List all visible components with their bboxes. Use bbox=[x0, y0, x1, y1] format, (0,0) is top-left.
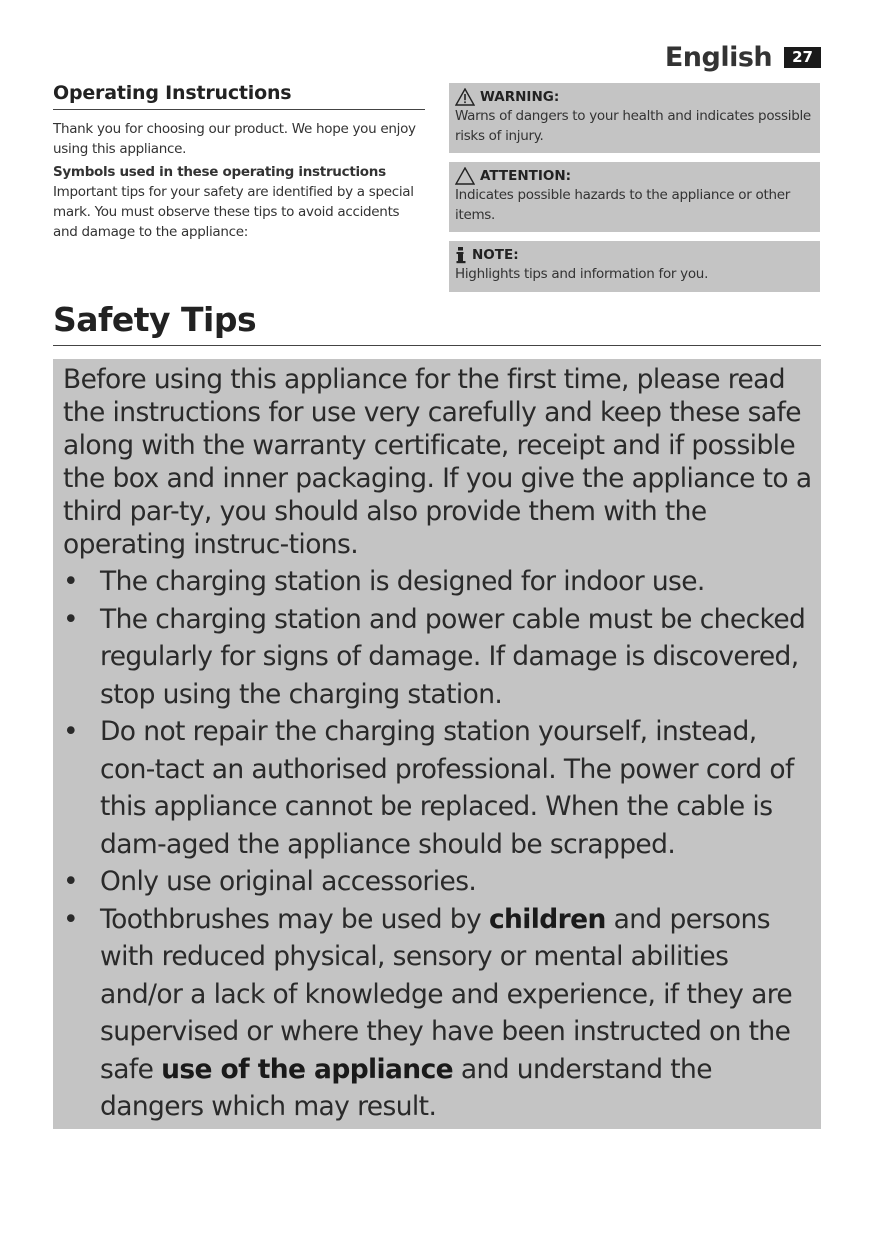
safety-tips-list bbox=[63, 563, 813, 1126]
bullet-icon: • bbox=[63, 566, 79, 597]
bullet-icon: • bbox=[63, 716, 79, 747]
symbols-heading: Symbols used in these operating instructions bbox=[53, 164, 386, 180]
symbols-text: Important tips for your safety are identified by a special mark. You must observe these tips to avoid accidents and damage to the appliance: bbox=[53, 184, 414, 240]
safety-tips-box bbox=[53, 359, 821, 1129]
language-label: English bbox=[664, 42, 773, 73]
attention-text: Indicates possible hazards to the appliance or other items. bbox=[455, 187, 790, 223]
warning-title: WARNING: bbox=[480, 89, 560, 105]
list-item: • Only use original accessories. bbox=[63, 863, 813, 901]
warning-notice bbox=[449, 83, 820, 153]
safety-intro-text: Before using this appliance for the first time, please read the instructions for use very carefully and keep these safe along with the warranty certificate, receipt and if possible the box and inner packaging. If you give the appliance to a third par-ty, you should also provide them with the operating instruc-tions. bbox=[63, 364, 812, 560]
note-title: NOTE: bbox=[472, 247, 519, 263]
warning-text: Warns of dangers to your health and indicates possible risks of injury. bbox=[455, 108, 811, 144]
attention-notice bbox=[449, 162, 820, 232]
info-icon bbox=[455, 246, 467, 264]
page-number: 27 bbox=[784, 47, 821, 68]
operating-intro-text: Thank you for choosing our product. We hope you enjoy using this appliance. bbox=[53, 121, 416, 157]
attention-title: ATTENTION: bbox=[480, 168, 572, 184]
operating-instructions-section bbox=[53, 82, 425, 242]
list-item: • Toothbrushes may be used by children and persons with reduced physical, sensory or mental abilities and/or a lack of knowledge and experience, if they are supervised or where they have been instructed on the safe use of the appliance and understand the dangers which may result. bbox=[63, 901, 813, 1126]
bullet-icon: • bbox=[63, 866, 79, 897]
operating-instructions-title: Operating Instructions bbox=[53, 82, 425, 110]
bold-children: children bbox=[488, 903, 606, 935]
note-text: Highlights tips and information for you. bbox=[455, 266, 709, 282]
caution-triangle-icon bbox=[455, 167, 475, 185]
bullet-icon: • bbox=[63, 603, 79, 635]
bold-use-of-appliance: use of the appliance bbox=[161, 1053, 454, 1085]
list-item: • The charging station is designed for indoor use. bbox=[63, 563, 813, 601]
safety-tips-title: Safety Tips bbox=[53, 300, 821, 346]
list-item: • The charging station and power cable must be checked regularly for signs of damage. If damage is discovered, stop using the charging station. bbox=[63, 601, 813, 714]
page-header bbox=[665, 42, 821, 73]
warning-triangle-icon bbox=[455, 88, 475, 106]
note-notice bbox=[449, 241, 820, 292]
bullet-icon: • bbox=[63, 903, 79, 935]
list-item: • Do not repair the charging station yourself, instead, con-tact an authorised professional. The power cord of this appliance cannot be replaced. When the cable is dam-aged the appliance should be scrapped. bbox=[63, 713, 813, 863]
